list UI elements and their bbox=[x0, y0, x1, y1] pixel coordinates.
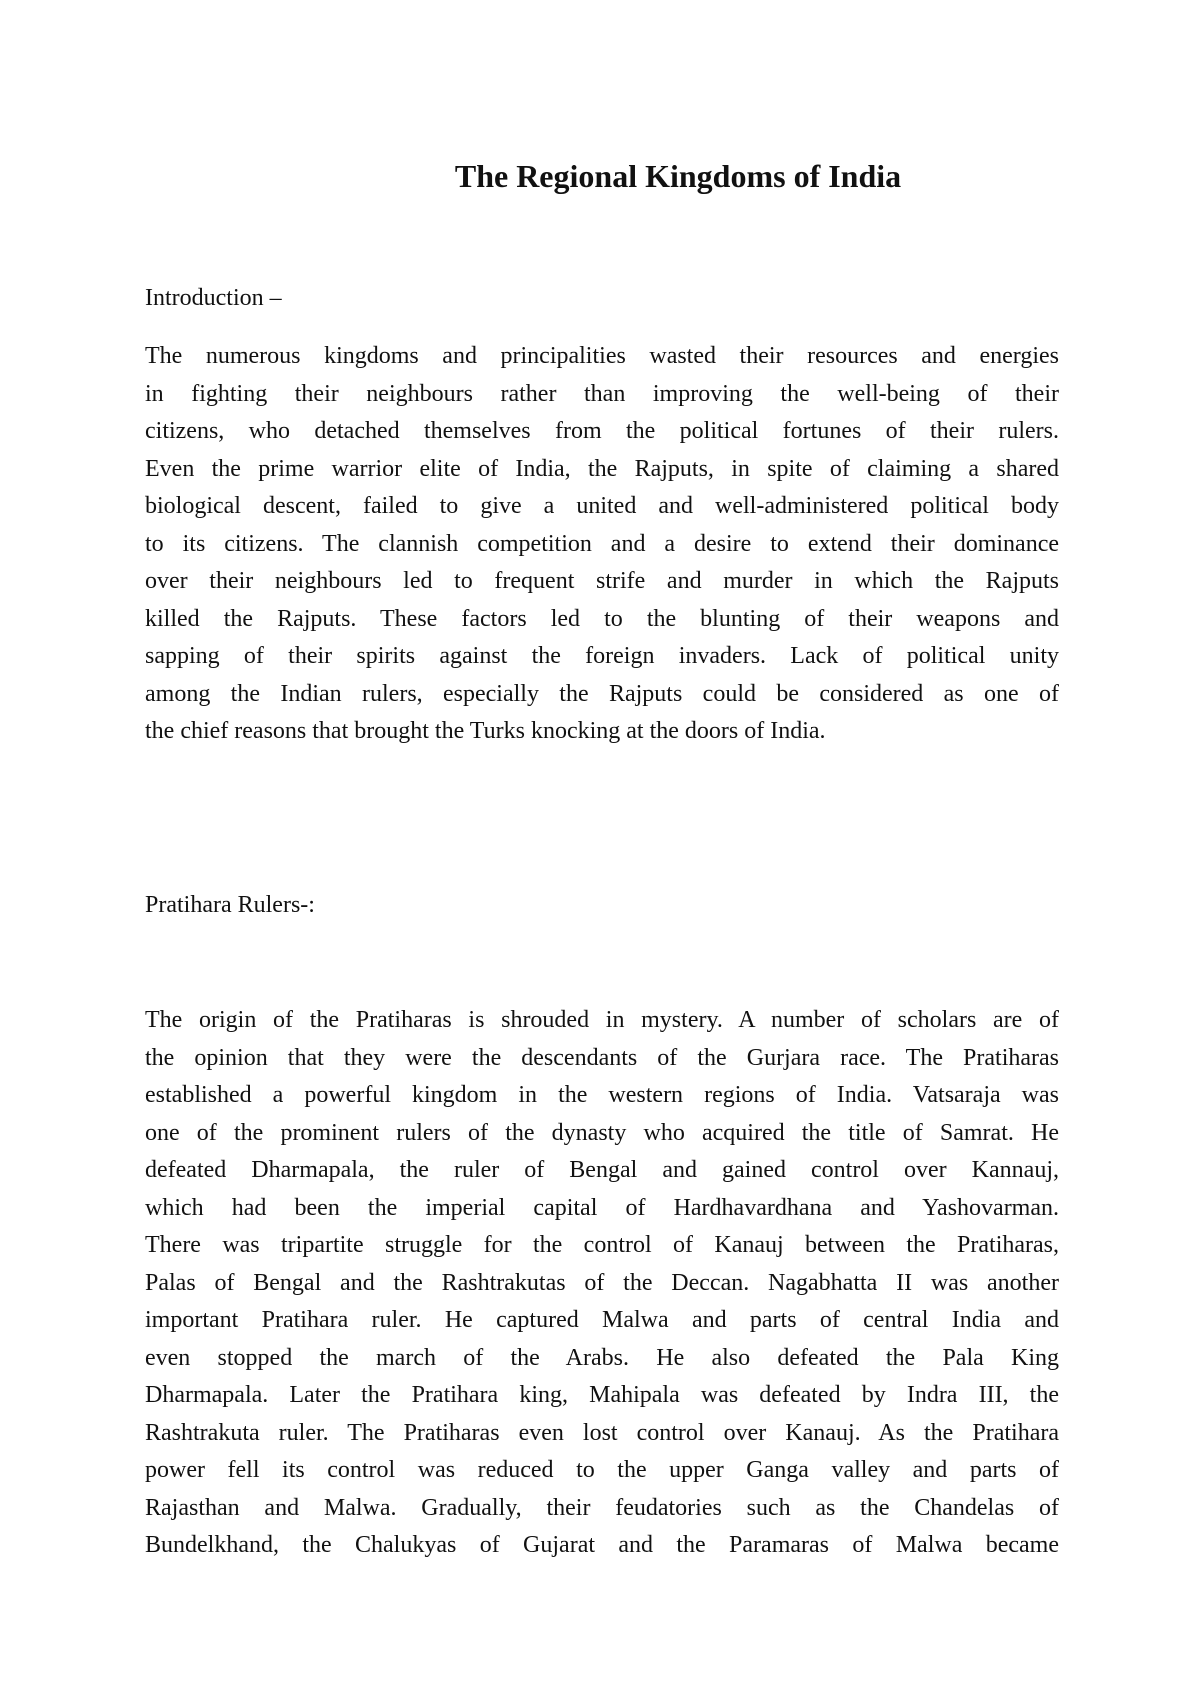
paragraph-line: important Pratihara ruler. He captured Malwa and parts of central India and bbox=[145, 1307, 1059, 1333]
paragraph-line: one of the prominent rulers of the dynasty who acquired the title of Samrat. He bbox=[145, 1119, 1059, 1146]
paragraph-line: to its citizens. The clannish competition and a desire to extend their dominance bbox=[145, 530, 1059, 557]
paragraph-line: the opinion that they were the descendants of the Gurjara race. The Pratiharas bbox=[145, 1044, 1059, 1071]
paragraph-line: The origin of the Pratiharas is shrouded in mystery. A number of scholars are of bbox=[145, 1007, 1059, 1033]
paragraph-line: power fell its control was reduced to the upper Ganga valley and parts of bbox=[145, 1457, 1059, 1483]
paragraph-line: in fighting their neighbours rather than improving the well-being of their bbox=[145, 380, 1059, 407]
paragraph-introduction bbox=[145, 338, 1059, 751]
paragraph-line: Dharmapala. Later the Pratihara king, Mahipala was defeated by Indra III, the bbox=[145, 1382, 1059, 1408]
paragraph-line: Even the prime warrior elite of India, the Rajputs, in spite of claiming a shared bbox=[145, 455, 1059, 482]
paragraph-line: The numerous kingdoms and principalities wasted their resources and energies bbox=[145, 343, 1059, 369]
paragraph-line: Palas of Bengal and the Rashtrakutas of the Deccan. Nagabhatta II was another bbox=[145, 1269, 1059, 1296]
paragraph-line: which had been the imperial capital of Hardhavardhana and Yashovarman. bbox=[145, 1194, 1059, 1221]
paragraph-line: biological descent, failed to give a united and well-administered political body bbox=[145, 493, 1059, 519]
document-title: The Regional Kingdoms of India bbox=[454, 158, 902, 194]
paragraph-pratihara-rulers bbox=[145, 1002, 1059, 1565]
section-heading-pratihara-rulers: Pratihara Rulers-: bbox=[145, 892, 315, 918]
paragraph-line: Bundelkhand, the Chalukyas of Gujarat and the Paramaras of Malwa became bbox=[145, 1532, 1059, 1558]
paragraph-line: sapping of their spirits against the foreign invaders. Lack of political unity bbox=[145, 643, 1059, 669]
paragraph-line: Rashtrakuta ruler. The Pratiharas even lost control over Kanauj. As the Pratihara bbox=[145, 1419, 1059, 1446]
paragraph-line: There was tripartite struggle for the control of Kanauj between the Pratiharas, bbox=[145, 1232, 1059, 1258]
section-heading-introduction: Introduction – bbox=[145, 285, 282, 311]
paragraph-line: citizens, who detached themselves from the political fortunes of their rulers. bbox=[145, 418, 1059, 444]
paragraph-line: established a powerful kingdom in the western regions of India. Vatsaraja was bbox=[145, 1082, 1059, 1108]
paragraph-line: the chief reasons that brought the Turks knocking at the doors of India. bbox=[145, 718, 826, 744]
paragraph-line: Rajasthan and Malwa. Gradually, their feudatories such as the Chandelas of bbox=[145, 1494, 1059, 1521]
paragraph-line: among the Indian rulers, especially the Rajputs could be considered as one of bbox=[145, 680, 1059, 707]
paragraph-line: killed the Rajputs. These factors led to the blunting of their weapons and bbox=[145, 605, 1059, 632]
paragraph-line: defeated Dharmapala, the ruler of Bengal and gained control over Kannauj, bbox=[145, 1157, 1059, 1183]
paragraph-line: over their neighbours led to frequent strife and murder in which the Rajputs bbox=[145, 568, 1059, 594]
paragraph-line: even stopped the march of the Arabs. He also defeated the Pala King bbox=[145, 1344, 1059, 1371]
